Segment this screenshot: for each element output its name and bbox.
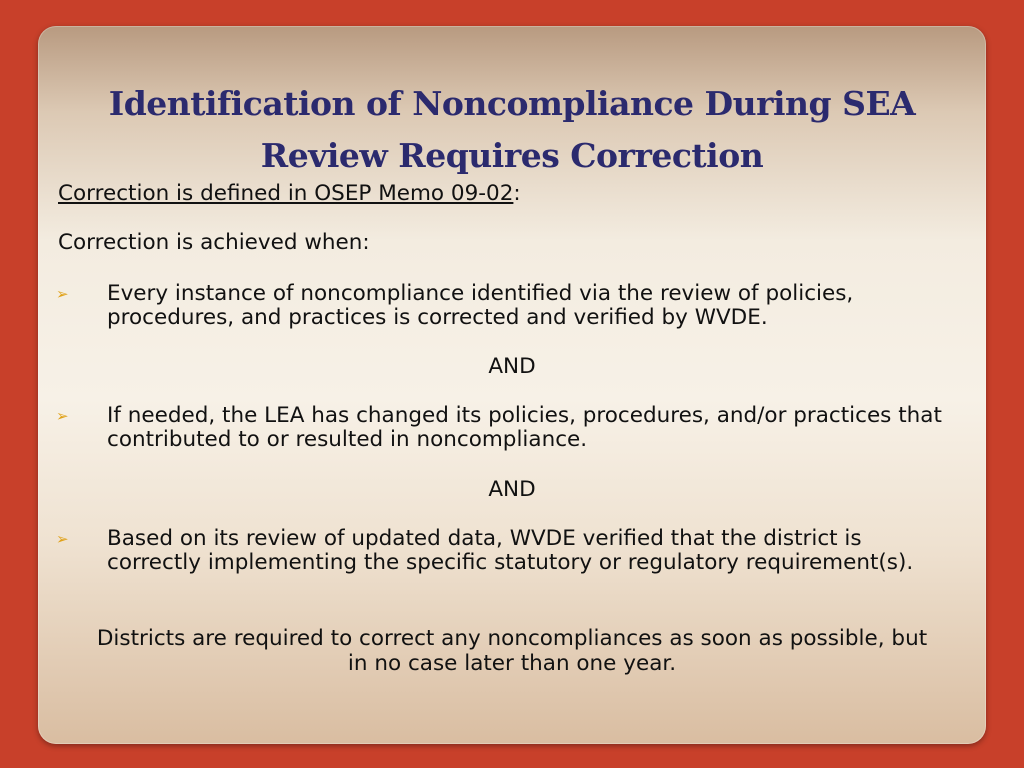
arrow-bullet-icon: ➢ [56,285,69,303]
and-connector: AND [488,477,536,502]
arrow-bullet-icon: ➢ [56,407,69,425]
definition-colon: : [513,181,521,206]
bullet-text: Based on its review of updated data, WVDE verified that the district is correctly implementing the specific statutory or regulatory requirement(s). [107,526,914,575]
footer-note: Districts are required to correct any noncompliances as soon as possible, but in no case later than one year. [96,626,928,676]
and-connector: AND [488,354,536,379]
osep-memo-link[interactable]: Correction is defined in OSEP Memo 09-02 [58,181,514,206]
slide-title [38,78,986,182]
title-line-1: Identification of Noncompliance During SEA [108,84,916,123]
bullet-text: If needed, the LEA has changed its policies, procedures, and/or practices that contributed to or resulted in noncompliance. [107,403,942,452]
achieved-intro: Correction is achieved when: [58,230,370,255]
title-line-2: Review Requires Correction [260,136,764,175]
bullet-text: Every instance of noncompliance identified via the review of policies, procedures, and practices is corrected and verified by WVDE. [107,281,854,330]
definition-line [58,182,521,206]
arrow-bullet-icon: ➢ [56,530,69,548]
